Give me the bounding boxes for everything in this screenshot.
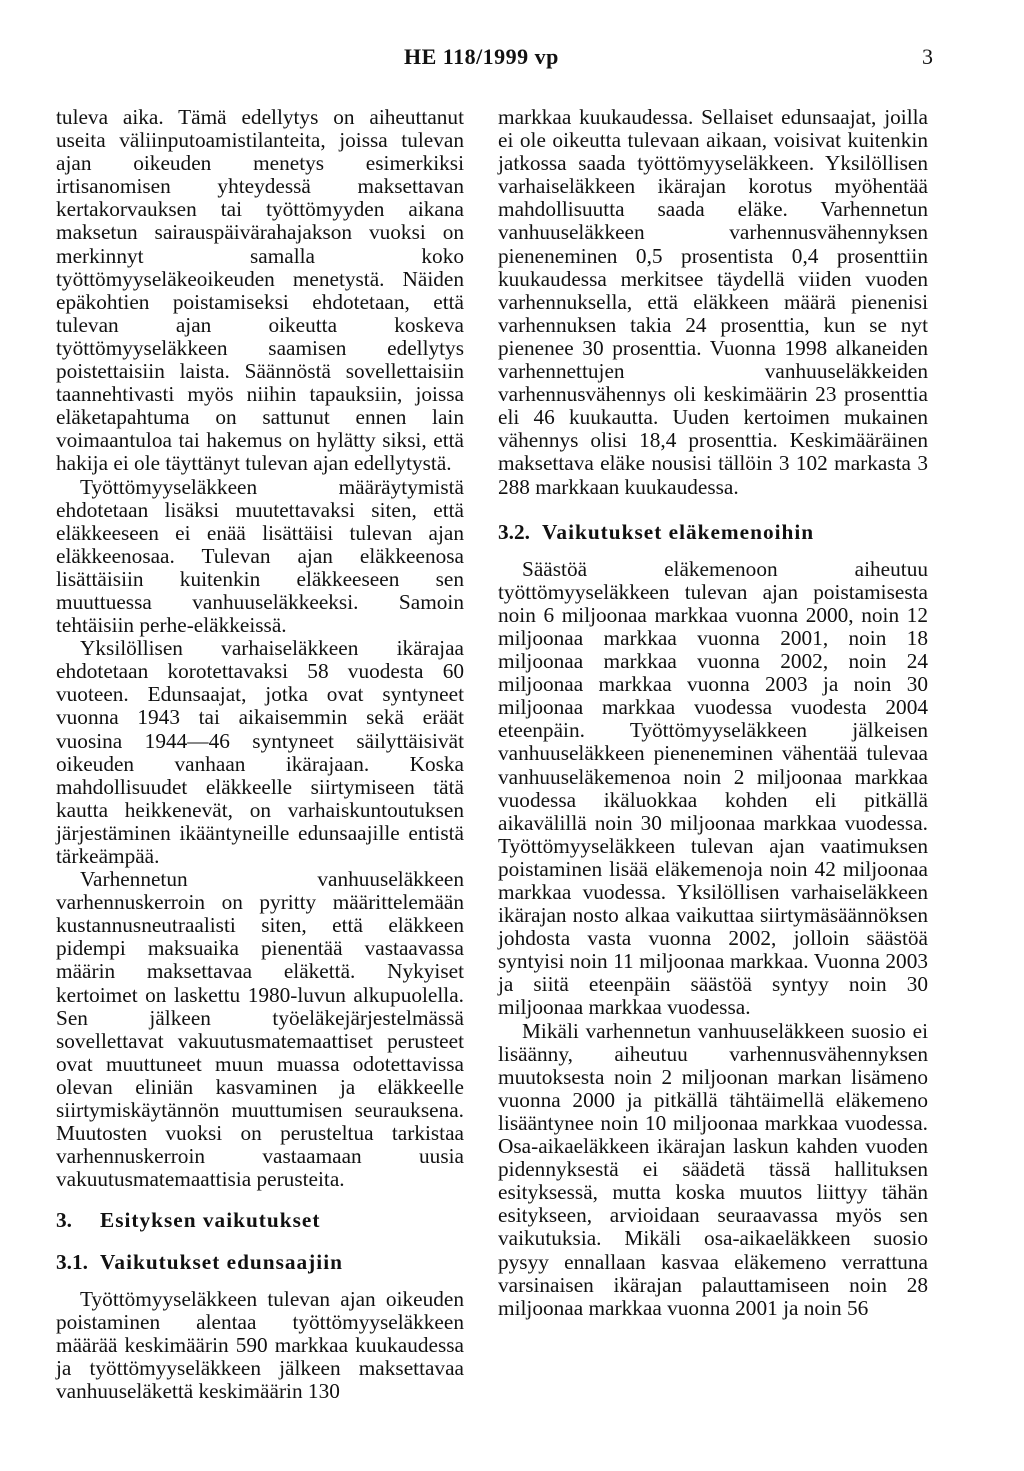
- paragraph: markkaa kuukaudessa. Sellaiset edunsaajat, joilla ei ole oikeutta tulevaan aikaan, voisivat kuitenkin jatkossa saada työttömyyseläkkeen. Yksilöllisen varhaiseläkkeen ikärajan korotus myöhentää mahdollisuutta saada eläke. Varhennetun vanhuuseläkkeen varhennusvähennyksen pieneneminen 0,5 prosentista 0,4 prosenttiin kuukaudessa merkitsee täydellä viiden vuoden varhennuksella, että eläkkeen määrä pienenisi varhennuksen takia 24 prosenttia, kun se nyt pienenee 30 prosenttia. Vuonna 1998 alkaneiden varhennettujen vanhuuseläkkeiden varhennusvähennys oli keskimäärin 23 prosenttia eli 46 kuukautta. Uuden kertoimen mukainen vähennys olisi 18,4 prosenttia. Keskimääräinen maksettava eläke nousisi tällöin 3 102 markasta 3 288 markkaan kuukaudessa.: [498, 105, 928, 499]
- section-number: 3.1.: [56, 1249, 88, 1274]
- section-number: 3.2.: [498, 519, 530, 544]
- section-title: Vaikutukset eläkemenoihin: [542, 519, 815, 544]
- paragraph: Säästöä eläkemenoon aiheutuu työttömyyseläkkeen tulevan ajan poistamisesta noin 6 miljoonaa markkaa vuonna 2000, noin 12 miljoonaa markkaa vuonna 2001, noin 18 miljoonaa markkaa vuonna 2002, noin 24 miljoonaa markkaa vuonna 2003 ja noin 30 miljoonaa markkaa vuodessa vuodesta 2004 eteenpäin. Työttömyyseläkkeen jälkeisen vanhuuseläkkeen pieneneminen vähentää tulevaa vanhuuseläkemenoa noin 2 miljoonaa markkaa vuodessa ikäluokkaa kohden eli pitkällä aikavälillä noin 30 miljoonaa markkaa vuodessa. Työttömyyseläkkeen tulevan ajan vaatimuksen poistaminen lisää eläkemenoja noin 42 miljoonaa markkaa vuodessa. Yksilöllisen varhaiseläkkeen ikärajan nosto alkaa vaikuttaa siirtymäsäännöksen johdosta vasta vuonna 2002, jolloin säästöä syntyisi noin 11 miljoonaa markkaa. Vuonna 2003 ja siitä eteenpäin säästöä syntyy noin 30 miljoonaa markkaa vuodessa.: [498, 556, 928, 1020]
- page-number: 3: [922, 44, 933, 69]
- section-heading-3-2: [498, 521, 928, 544]
- right-column: [498, 106, 928, 1320]
- paragraph: Varhennetun vanhuuseläkkeen varhennuskerroin on pyritty määrittelemään kustannusneutraalisti siten, että eläkkeen pidempi maksuaika pienentää vastaavassa määrin maksettavaa eläkettä. Nykyiset kertoimet on laskettu 1980-luvun alkupuolella. Sen jälkeen työeläkejärjestelmässä sovellettavat vakuutusmatemaattiset perusteet ovat muuttuneet muun muassa odotettavissa olevan eliniän kasvaminen ja eläkkeelle siirtymiskäytännön muuttumisen seurauksena. Muutosten vuoksi on perusteltua tarkistaa varhennuskerroin vastaamaan uusia vakuutusmatemaattisia perusteita.: [56, 867, 464, 1192]
- section-heading-3: [56, 1209, 464, 1232]
- document-id: HE 118/1999 vp: [404, 44, 559, 69]
- paragraph: Yksilöllisen varhaiseläkkeen ikärajaa ehdotetaan korotettavaksi 58 vuodesta 60 vuoteen. Edunsaajat, jotka ovat syntyneet vuonna 1943 tai aikaisemmin sekä eräät vuosina 1944—46 syntyneet säilyttäisivät oikeuden vanhaan ikärajaan. Koska mahdollisuudet eläkkeelle siirtymiseen tätä kautta heikkenevät, on varhaiskuntoutuksen järjestäminen ikääntyneille edunsaajille entistä tärkeämpää.: [56, 636, 464, 868]
- section-title: Esityksen vaikutukset: [100, 1208, 321, 1233]
- paragraph: Mikäli varhennetun vanhuuseläkkeen suosio ei lisäänny, aiheutuu varhennusvähennyksen muutoksesta noin 2 miljoonan markan lisämeno vuonna 2000 ja pitkällä tähtäimellä eläkemeno lisääntynee noin 10 miljoonaa markkaa vuodessa. Osa-aikaeläkkeen ikärajan laskun kahden vuoden pidennyksestä ei säädetä tässä hallituksen esityksessä, mutta koska muutos liittyy tähän esitykseen, arvioidaan seuraavassa myös sen vaikutuksia. Mikäli osa-aikaeläkkeen suosio pysyy ennallaan kasvaa eläkemeno verrattuna varsinaisen ikärajan palauttamiseen noin 28 miljoonaa markkaa vuonna 2001 ja noin 56: [498, 1018, 928, 1320]
- section-heading-3-1: [56, 1251, 464, 1274]
- paragraph: Työttömyyseläkkeen tulevan ajan oikeuden poistaminen alentaa työttömyyseläkkeen määrää keskimäärin 590 markkaa kuukaudessa ja työttömyyseläkkeen jälkeen maksettavaa vanhuuseläkettä keskimäärin 130: [56, 1286, 464, 1403]
- left-column: [56, 106, 464, 1403]
- paragraph: tuleva aika. Tämä edellytys on aiheuttanut useita väliinputoamistilanteita, joissa tulevan ajan oikeuden menetys esimerkiksi irtisanomisen yhteydessä maksettavan kertakorvauksen tai työttömyyden aikana maksetun sairauspäivärahajakson vuoksi on merkinnyt samalla koko työttömyyseläkeoikeuden menetystä. Näiden epäkohtien poistamiseksi ehdotetaan, että tulevan ajan oikeutta koskeva työttömyyseläkkeen saamisen edellytys poistettaisiin laista. Säännöstä sovellettaisiin taannehtivasti myös niihin tapauksiin, joissa eläketapahtuma on sattunut ennen lain voimaantuloa tai hakemus on hylätty siksi, että hakija ei ole täyttänyt tulevan ajan edellytystä.: [56, 105, 464, 476]
- section-number: 3.: [56, 1208, 72, 1233]
- paragraph: Työttömyyseläkkeen määräytymistä ehdotetaan lisäksi muutettavaksi siten, että eläkkeeseen ei enää lisättäisi tulevan ajan eläkkeenosaa. Tulevan ajan eläkkeenosa lisättäisiin kuitenkin eläkkeeseen sen muuttuessa vanhuuseläkkeeksi. Samoin tehtäisiin perhe-eläkkeissä.: [56, 474, 464, 638]
- section-title: Vaikutukset edunsaajiin: [100, 1249, 343, 1274]
- page-header: [0, 44, 1024, 74]
